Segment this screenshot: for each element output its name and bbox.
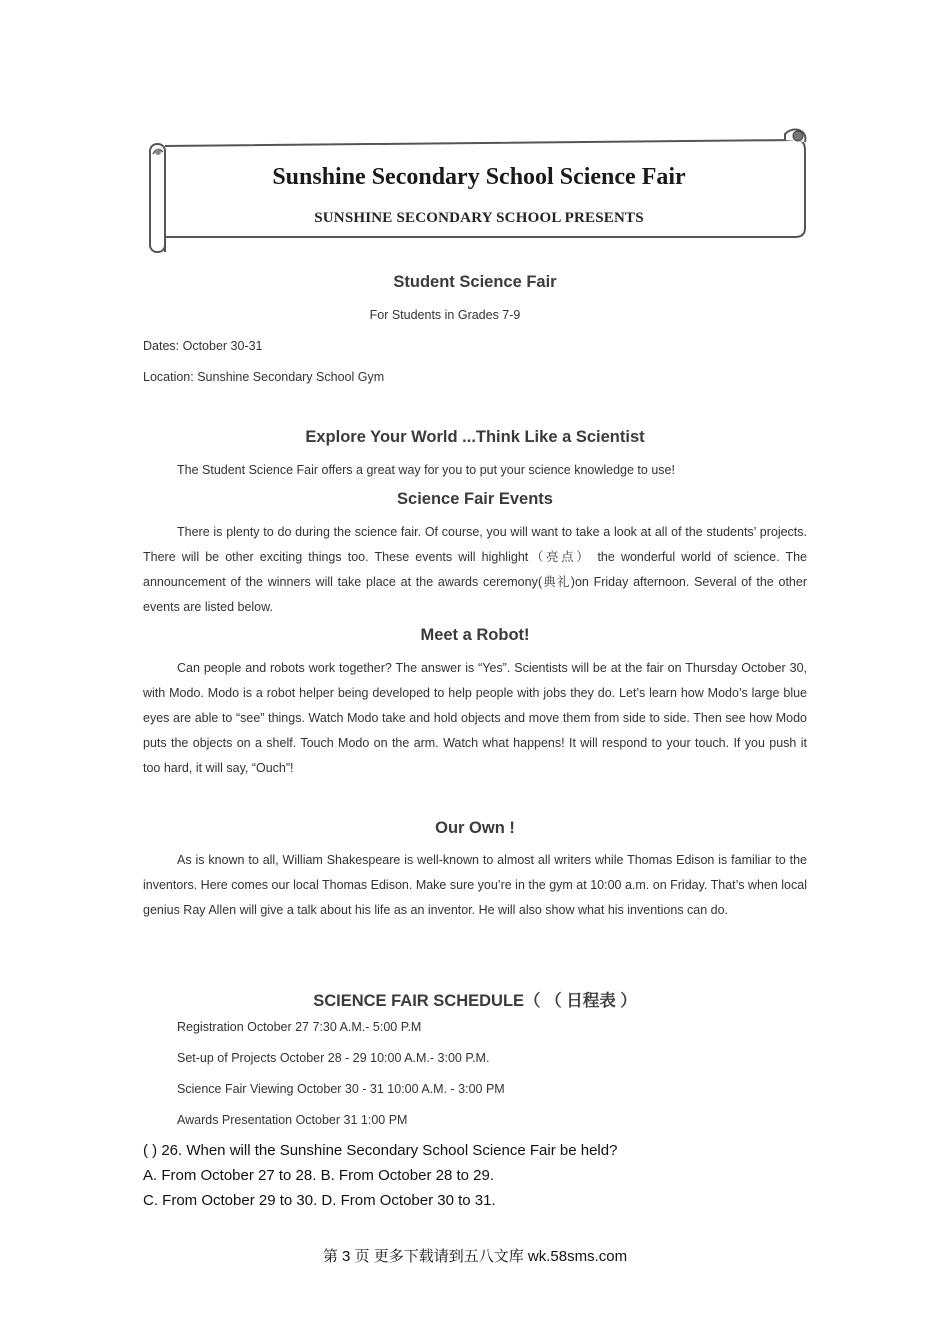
scroll-graphic xyxy=(145,126,813,256)
schedule-heading: SCIENCE FAIR SCHEDULE（ （ 日程表 ） xyxy=(313,992,637,1010)
own-text: As is known to all, William Shakespeare is well-known to almost all writers while Thomas Edison is familiar to the inventors. Here comes our local Thomas Edison. Make sure you’re in the gym at 10:00 a.m. on Friday. That’s when local genius Ray Allen will give a talk about his life as an inventor. He will also show what his inventions can do. xyxy=(143,853,807,917)
schedule-item: Set-up of Projects October 28 - 29 10:00 A.M.- 3:00 P.M. xyxy=(177,1051,490,1065)
own-heading: Our Own ! xyxy=(435,819,515,837)
schedule-item: Awards Presentation October 31 1:00 PM xyxy=(177,1113,408,1127)
schedule-item: Science Fair Viewing October 30 - 31 10:00 A.M. - 3:00 PM xyxy=(177,1082,505,1096)
robot-text: Can people and robots work together? The answer is “Yes”. Scientists will be at the fair on Thursday October 30, with Modo. Modo is a robot helper being developed to help people with jobs they do. Let’s learn how Modo’s large blue eyes are able to “see” things. Watch Modo take and hold objects and move them from side to side. Then see how Modo puts the objects on a shelf. Touch Modo on the arm. Watch what happens! It will respond to your touch. If you push it too hard, it will say, “Ouch”! xyxy=(143,661,807,775)
fair-title: Student Science Fair xyxy=(393,273,557,291)
schedule-item: Registration October 27 7:30 A.M.- 5:00 P.M xyxy=(177,1020,422,1034)
page-footer: 第 3 页 更多下载请到五八文库 wk.58sms.com xyxy=(322,1248,628,1265)
question-stem: ( ) 26. When will the Sunshine Secondary School Science Fair be held? xyxy=(143,1142,618,1159)
robot-heading: Meet a Robot! xyxy=(420,626,530,644)
banner-title: Sunshine Secondary School Science Fair xyxy=(272,164,686,190)
explore-text: The Student Science Fair offers a great way for you to put your science knowledge to use! xyxy=(177,463,675,477)
events-heading: Science Fair Events xyxy=(397,490,553,508)
banner-subtitle: SUNSHINE SECONDARY SCHOOL PRESENTS xyxy=(314,210,644,226)
question-options-ab: A. From October 27 to 28. B. From October 28 to 29. xyxy=(143,1167,494,1184)
question-options-cd: C. From October 29 to 30. D. From October 30 to 31. xyxy=(143,1192,496,1209)
fair-location: Location: Sunshine Secondary School Gym xyxy=(143,370,385,384)
fair-grades: For Students in Grades 7-9 xyxy=(369,308,521,322)
banner-scroll xyxy=(145,126,813,256)
events-text: There is plenty to do during the science fair. Of course, you will want to take a look at all of the students’ projects. There will be other exciting things too. These events will highlight（亮点） the wonderful world of science. The announcement of the winners will take place at the awards ceremony(典礼)on Friday afternoon. Several of the other events are listed below. xyxy=(143,525,807,614)
explore-heading: Explore Your World ...Think Like a Scientist xyxy=(305,428,645,446)
fair-dates: Dates: October 30-31 xyxy=(143,339,263,353)
